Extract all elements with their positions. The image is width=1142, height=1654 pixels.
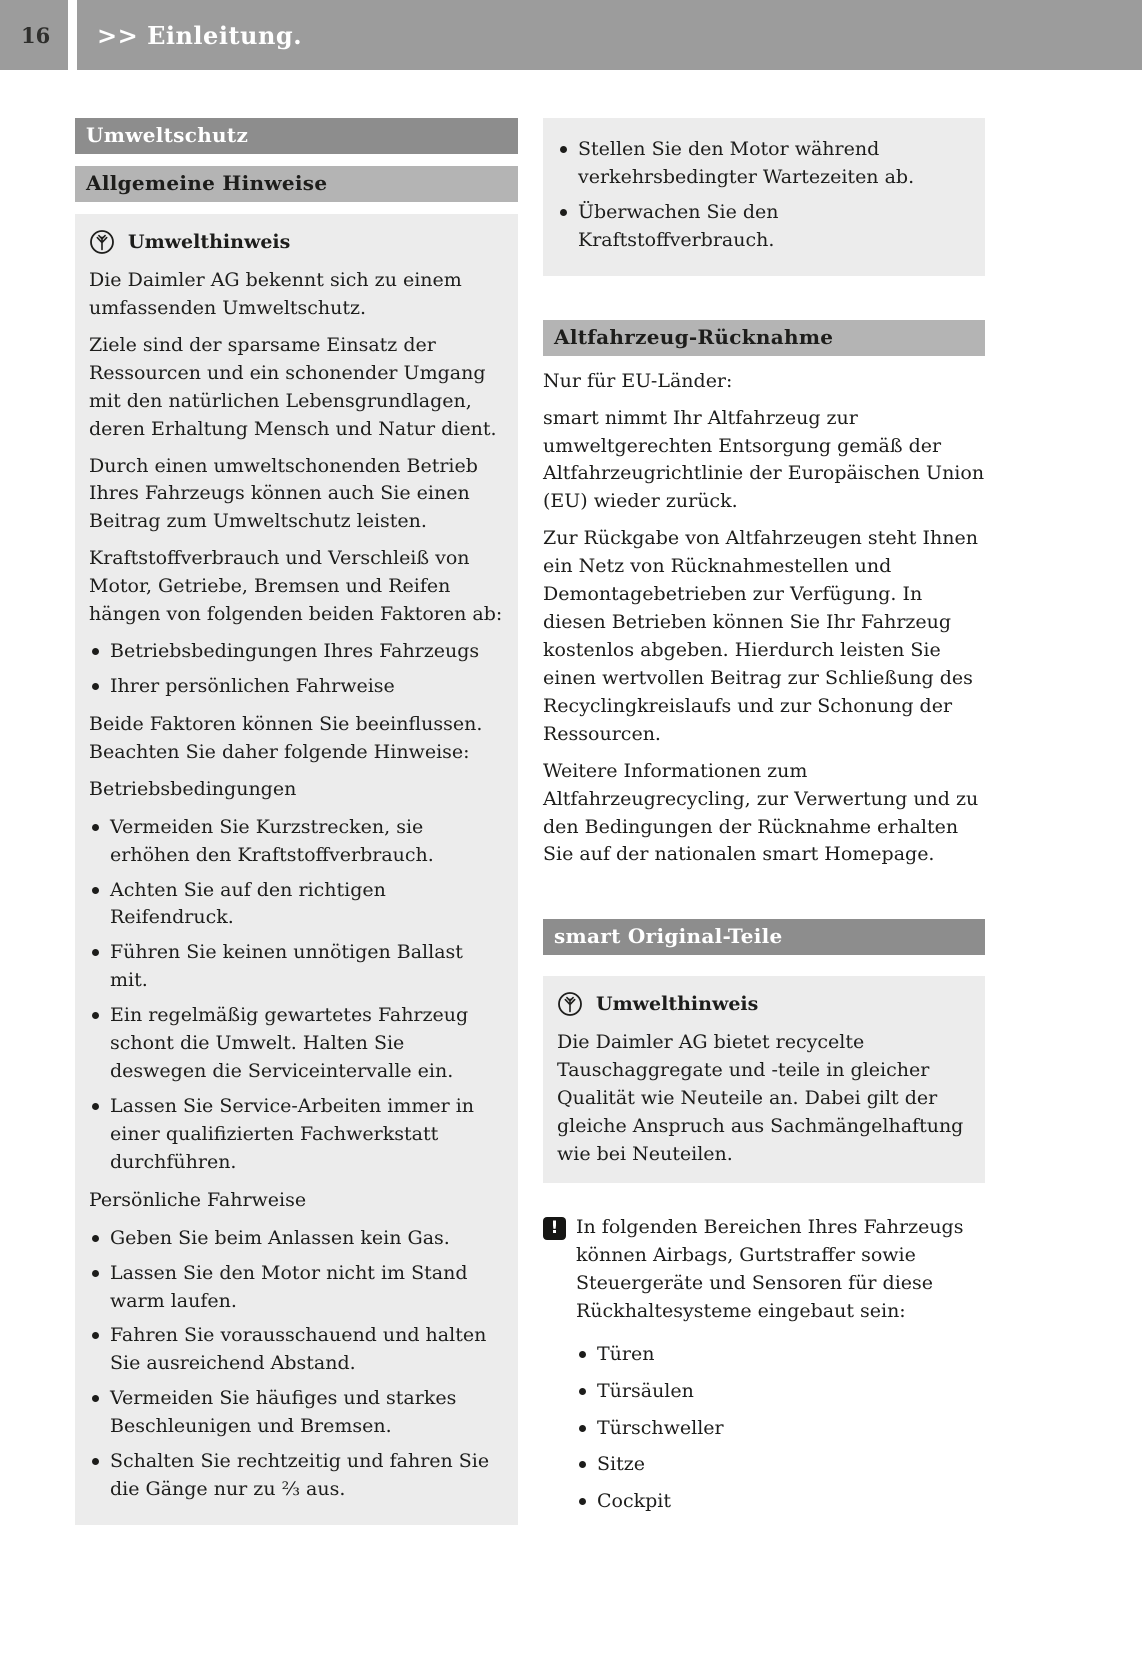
list-item: Schalten Sie rechtzeitig und fahren Sie die Gänge nur zu ⅔ aus. — [89, 1448, 504, 1504]
driving-style-list-continued — [557, 136, 971, 255]
environment-tree-icon — [89, 229, 115, 255]
paragraph: Weitere Informationen zum Altfahrzeugrecycling, zur Verwertung und zu den Bedingungen der Rücknahme erhalten Sie auf der nationalen smart Homepage. — [543, 759, 979, 866]
list-item: Lassen Sie den Motor nicht im Stand warm laufen. — [89, 1260, 504, 1316]
operating-conditions-list — [89, 814, 504, 1177]
right-column — [543, 118, 985, 1525]
environment-note-parts — [543, 976, 985, 1183]
important-exclamation-icon: ! — [543, 1217, 566, 1240]
page-header — [0, 0, 1142, 70]
paragraph: Ziele sind der sparsame Einsatz der Ressourcen und ein schonender Umgang mit den natürlichen Lebensgrundlagen, deren Erhaltung Mensch und Natur dient. — [89, 333, 497, 440]
list-item: Betriebsbedingungen Ihres Fahrzeugs — [89, 638, 504, 666]
important-note — [543, 1214, 985, 1516]
paragraph: Die Daimler AG bietet recycelte Tauschaggregate und -teile in gleicher Qualität wie Neuteile an. Dabei gilt der gleiche Anspruch aus Sachmängelhaftung wie bei Neuteilen. — [557, 1031, 964, 1166]
list-item: Führen Sie keinen unnötigen Ballast mit. — [89, 939, 504, 995]
section-header-smart-original-teile: smart Original-Teile — [543, 919, 985, 955]
paragraph: Beide Faktoren können Sie beeinflussen. Beachten Sie daher folgende Hinweise: — [89, 712, 483, 763]
list-item: Fahren Sie vorausschauend und halten Sie ausreichend Abstand. — [89, 1322, 504, 1378]
paragraph: Zur Rückgabe von Altfahrzeugen steht Ihnen ein Netz von Rücknahmestellen und Demontagebetrieben zur Verfügung. In diesen Betrieben können Sie Ihr Fahrzeug kostenlos abgeben. Hierdurch leisten Sie einen wertvollen Beitrag zur Schließung des Recyclingkreislaufs und zur Schonung der Ressourcen. — [543, 527, 978, 745]
section-header-altfahrzeug-ruecknahme: Altfahrzeug-Rücknahme — [543, 320, 985, 356]
list-item: Türen — [576, 1341, 985, 1369]
factor-list — [89, 638, 504, 701]
environment-note-header — [557, 991, 971, 1017]
list-item: Sitze — [576, 1451, 985, 1479]
list-item: Lassen Sie Service-Arbeiten immer in einer qualifizierten Fachwerkstatt durchführen. — [89, 1093, 504, 1177]
list-item: Vermeiden Sie häufiges und starkes Beschleunigen und Bremsen. — [89, 1385, 504, 1441]
list-item: Türschweller — [576, 1415, 985, 1443]
environment-note-title: Umwelthinweis — [128, 231, 291, 253]
subheading-betriebsbedingungen: Betriebsbedingungen — [89, 777, 297, 800]
list-item: Achten Sie auf den richtigen Reifendruck. — [89, 877, 504, 933]
list-item: Überwachen Sie den Kraftstoffverbrauch. — [557, 199, 971, 255]
paragraph: smart nimmt Ihr Altfahrzeug zur umweltgerechten Entsorgung gemäß der Altfahrzeugrichtlinie der Europäischen Union (EU) wieder zurück. — [543, 406, 985, 513]
page-number: 16 — [21, 22, 51, 48]
list-item: Cockpit — [576, 1488, 985, 1516]
header-divider — [68, 0, 77, 70]
page-content — [0, 70, 1142, 1525]
left-column — [75, 118, 518, 1525]
environment-note-continued — [543, 118, 985, 276]
paragraph: Kraftstoffverbrauch und Verschleiß von Motor, Getriebe, Bremsen und Reifen hängen von folgenden beiden Faktoren ab: — [89, 547, 503, 626]
section-header-umweltschutz: Umweltschutz — [75, 118, 518, 154]
list-item: Geben Sie beim Anlassen kein Gas. — [89, 1225, 504, 1253]
section-header-allgemeine-hinweise: Allgemeine Hinweise — [75, 166, 518, 202]
list-item: Ihrer persönlichen Fahrweise — [89, 673, 504, 701]
paragraph: Die Daimler AG bekennt sich zu einem umfassenden Umweltschutz. — [89, 269, 462, 319]
list-item: Stellen Sie den Motor während verkehrsbedingter Wartezeiten ab. — [557, 136, 971, 192]
subheading-persoenliche-fahrweise: Persönliche Fahrweise — [89, 1188, 307, 1211]
driving-style-list — [89, 1225, 504, 1504]
environment-note — [75, 214, 518, 1525]
chapter-title: >> Einleitung. — [97, 20, 303, 50]
environment-note-header — [89, 229, 504, 255]
environment-tree-icon — [557, 991, 583, 1017]
list-item: Ein regelmäßig gewartetes Fahrzeug schont die Umwelt. Halten Sie deswegen die Serviceintervalle ein. — [89, 1002, 504, 1086]
environment-note-title: Umwelthinweis — [596, 993, 759, 1016]
important-note-text: In folgenden Bereichen Ihres Fahrzeugs können Airbags, Gurtstraffer sowie Steuergeräte und Sensoren für diese Rückhaltesysteme eingebaut sein: — [576, 1215, 964, 1322]
list-item: Türsäulen — [576, 1378, 985, 1406]
paragraph: Durch einen umweltschonenden Betrieb Ihres Fahrzeugs können auch Sie einen Beitrag zum Umweltschutz leisten. — [89, 454, 478, 533]
restraint-areas-list — [576, 1341, 985, 1517]
list-item: Vermeiden Sie Kurzstrecken, sie erhöhen den Kraftstoffverbrauch. — [89, 814, 504, 870]
paragraph: Nur für EU-Länder: — [543, 369, 733, 392]
